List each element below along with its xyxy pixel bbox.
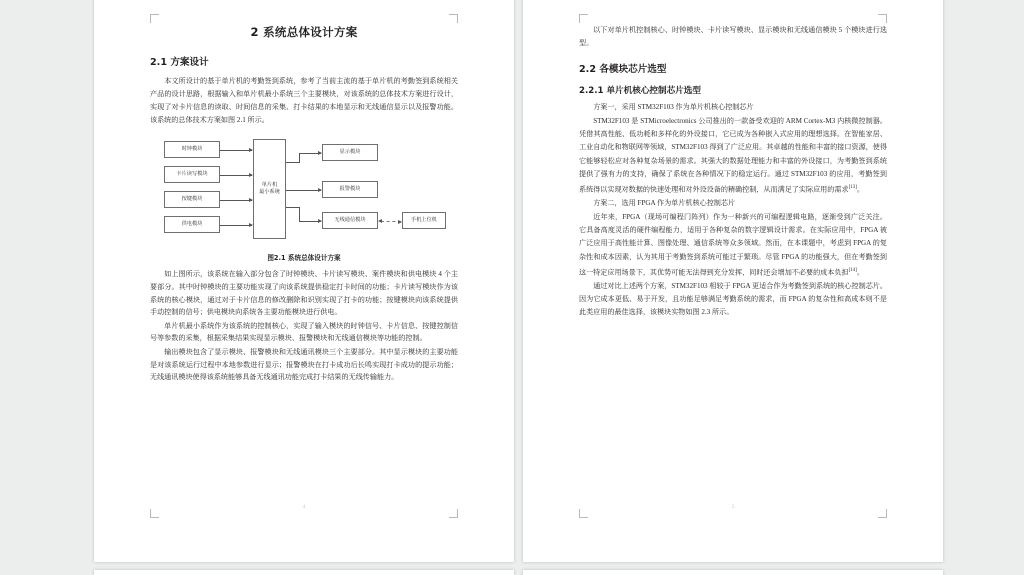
line-display-riser — [299, 153, 300, 163]
paragraph-design-overview: 本文所设计的基于单片机的考勤签到系统，参考了当前主流的基于单片机的考勤签到系统相关产品的设计思路，根据输入和单片机最小系统三个主要模块，对该系统的总体技术方案进行设计，实现了对卡片信息的读取、时间信息的采集、打卡结果的本地显示和无线通信显示以及报警功能。该系统的总体技术方案如图 2.1 所示。 — [150, 77, 458, 125]
figure-system-block-diagram — [150, 135, 458, 247]
page-5-content — [579, 18, 887, 320]
document-page-5[interactable] — [523, 0, 943, 562]
arrow-mcu-to-wireless — [299, 221, 321, 222]
figure-caption: 图2.1 系统总体设计方案 — [267, 254, 341, 263]
diagram-node-mcu-line2: 最小系统 — [259, 189, 280, 196]
line-mcu-to-wireless-stub — [286, 207, 300, 208]
page-4-content — [150, 18, 458, 385]
page-number-left: 4 — [302, 504, 306, 510]
section-heading-2-2-1: 2.2.1 单片机核心控制芯片选型 — [579, 86, 701, 97]
document-page-4[interactable] — [94, 0, 514, 562]
line-wireless-riser — [299, 207, 300, 221]
arrow-mcu-to-display — [299, 153, 321, 154]
paragraph-comparison-conclusion: 通过对比上述两个方案，STM32F103 相较于 FPGA 更适合作为考勤签到系统的核心控制芯片。因为它成本更低、易于开发，且功能足够满足考勤系统的需求，而 FPGA 的复杂性和高成本则不是此类应用的最佳选择，该模块实物如图 2.3 所示。 — [579, 282, 887, 317]
diagram-node-mcu-line1: 单片机 — [261, 182, 278, 189]
diagram-node-wireless-module: 无线通信模块 — [322, 212, 378, 229]
paragraph-stm32-description: STM32F103 是 STMicroelectronics 公司推出的一款备受欢迎的 ARM Cortex-M3 内核微控制器。凭借其高性能、低功耗和多样化的外设接口，它已成为各种嵌入式应用的理想选择。在智能家居、工业自动化和物联网等领域，STM32F103 得到了广泛应用。其卓越的性能和丰富的接口资源，使得它能够轻松应对各种复杂场景的需求。其强大的数据处理能力和丰富的外设接口，为考勤签到系统提供了强有力的支持，确保了系统在各种情况下的稳定运行。通过 STM32F103 的应用，考勤签到系统得以实现对数据的快速处理和对外设设备的精确控制，从而满足了实际应用的需求[13]。 — [579, 117, 887, 194]
section-heading-2-1: 2.1 方案设计 — [150, 57, 209, 68]
diagram-node-power-module: 供电模块 — [164, 216, 220, 233]
paragraph-mcu-core: 单片机最小系统作为该系统的控制核心，实现了输入模块的时钟信号、卡片信息、按键控制信号等参数的采集，根据采集结果实现显示模块、报警模块和无线通信模块等功能的控制。 — [150, 321, 458, 343]
diagram-node-card-reader-module: 卡片读写模块 — [164, 166, 220, 183]
diagram-node-display-module: 显示模块 — [322, 144, 378, 161]
arrow-card-to-mcu — [220, 175, 252, 176]
arrow-key-to-mcu — [220, 200, 252, 201]
crop-mark-bottom-left — [579, 509, 588, 518]
reference-mark-14: [14] — [848, 267, 857, 273]
paragraph-fpga-description: 近年来，FPGA（现场可编程门阵列）作为一种新兴的可编程逻辑电路，逐渐受到广泛关注。它具备高度灵活的硬件编程能力，适用于各种复杂的数字逻辑设计需求。在实际应用中，FPGA 被广泛应用于高性能计算、图像处理、通信系统等众多领域。然而，在本课题中，考虑到 FPGA 的复杂性和成本因素，认为其用于考勤签到系统可能过于繁琐。尽管 FPGA 的功能强大，但在考勤签到这一特定应用场景下，其优势可能无法得到充分发挥，同时还会增加不必要的成本负担[14]。 — [579, 213, 887, 277]
document-page-next-right[interactable] — [523, 570, 943, 575]
diagram-node-alarm-module: 报警模块 — [322, 181, 378, 198]
page-title: 2 系统总体设计方案 — [250, 25, 358, 39]
line-mcu-to-display-stub — [286, 162, 300, 163]
paragraph-module-selection-intro: 以下对单片机控制核心、时钟模块、卡片读写模块、显示模块和无线通信模块 5 个模块进行选型。 — [579, 26, 887, 48]
paragraph-output-modules: 输出模块包含了显示模块、报警模块和无线通讯模块三个主要部分。其中显示模块的主要功能是对该系统运行过程中本地参数进行显示；报警模块在打卡成功后长鸣实现打卡成功的提示功能；无线通讯模块使得该系统能够具备无线通讯功能完成打卡结果的无线传输能力。 — [150, 347, 458, 382]
stm32-body-text: STM32F103 是 STMicroelectronics 公司推出的一款备受欢迎的 ARM Cortex-M3 内核微控制器。凭借其高性能、低功耗和多样化的外设接口，它已成为各种嵌入式应用的理想选择。在智能家居、工业自动化和物联网等领域，STM32F103 得到了广泛应用。其卓越的性能和丰富的接口资源，使得它能够轻松应对各种复杂场景的需求。其强大的数据处理能力和丰富的外设接口，为考勤签到系统提供了强有力的支持，确保了系统在各种情况下的稳定运行。通过 STM32F103 的应用，考勤签到系统得以实现对数据的快速处理和对外设设备的精确控制，从而满足了实际应用的需求 — [579, 117, 887, 194]
diagram-node-clock-module: 时钟模块 — [164, 141, 220, 158]
arrow-mcu-to-alarm — [286, 190, 321, 191]
fpga-body-text: 近年来，FPGA（现场可编程门阵列）作为一种新兴的可编程逻辑电路，逐渐受到广泛关注。它具备高度灵活的硬件编程能力，适用于各种复杂的数字逻辑设计需求。在实际应用中，FPGA 被广泛应用于高性能计算、图像处理、通信系统等众多领域。然而，在本课题中，考虑到 FPGA 的复杂性和成本因素，认为其用于考勤签到系统可能过于繁琐。尽管 FPGA 的功能强大，但在考勤签到这一特定应用场景下，其优势可能无法得到充分发挥，同时还会增加不必要的成本负担 — [579, 213, 887, 277]
diagram-node-phone-host: 手机上位机 — [402, 212, 446, 229]
diagram-node-key-module: 按键模块 — [164, 191, 220, 208]
arrow-power-to-mcu — [220, 225, 252, 226]
arrow-wireless-to-phone — [381, 221, 401, 222]
crop-mark-bottom-right — [878, 509, 887, 518]
arrowhead-phone-to-wireless — [378, 219, 382, 223]
page-number-right: 5 — [731, 504, 735, 510]
diagram-node-mcu-core — [253, 139, 286, 239]
document-page-next-left[interactable] — [94, 570, 514, 575]
crop-mark-bottom-left — [150, 509, 159, 518]
paragraph-input-modules: 如上图所示，该系统在输入部分包含了时钟模块、卡片读写模块、案件模块和供电模块 4 个主要部分。其中时钟模块的主要功能实现了向该系统提供稳定打卡时间的功能；卡片读写模块作为该系统的核心模块，通过对于卡片信息的修改删除和识别实现了打卡的功能；按键模块向该系统提供手动控制的信号；供电模块向系统各主要功能模块进行供电。 — [150, 270, 458, 317]
paragraph-option-two: 方案二，选用 FPGA 作为单片机核心控制芯片 — [593, 199, 736, 208]
reference-mark-13: [13] — [848, 184, 857, 190]
crop-mark-bottom-right — [449, 509, 458, 518]
paragraph-option-one: 方案一，采用 STM32F103 作为单片机核心控制芯片 — [593, 103, 754, 112]
arrow-clock-to-mcu — [220, 150, 252, 151]
section-heading-2-2: 2.2 各模块芯片选型 — [579, 64, 667, 76]
